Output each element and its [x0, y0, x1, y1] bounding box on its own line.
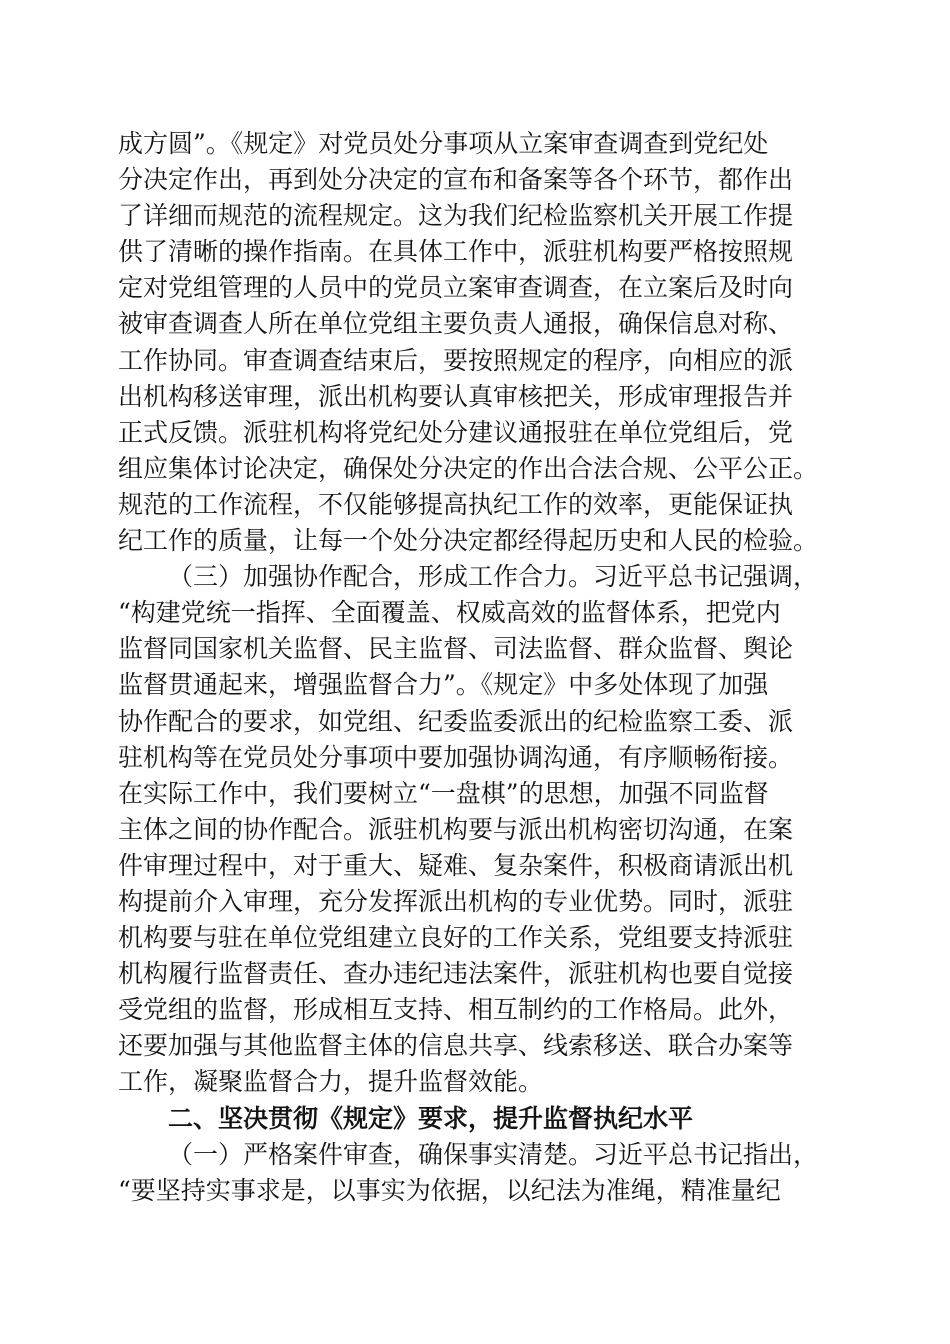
text-line: 构提前介入审理，充分发挥派出机构的专业优势。同时，派驻	[118, 886, 794, 916]
text-line: 正式反馈。派驻机构将党纪处分建议通报驻在单位党组后，党	[118, 417, 794, 447]
text-line: （一）严格案件审查，确保事实清楚。习近平总书记指出，	[168, 1139, 819, 1169]
text-line: 被审查调查人所在单位党组主要负责人通报，确保信息对称、	[118, 309, 794, 339]
text-line: 受党组的监督，形成相互支持、相互制约的工作格局。此外，	[118, 995, 794, 1025]
text-line: 规范的工作流程，不仅能够提高执纪工作的效率，更能保证执	[118, 489, 794, 519]
text-line: 纪工作的质量，让每一个处分决定都经得起历史和人民的检验。	[118, 526, 819, 556]
text-line: 协作配合的要求，如党组、纪委监委派出的纪检监察工委、派	[118, 706, 794, 736]
text-line: 驻机构等在党员处分事项中要加强协调沟通，有序顺畅衔接。	[118, 742, 794, 772]
text-line: 成方圆”。《规定》对党员处分事项从立案审查调查到党纪处	[118, 129, 769, 158]
text-line: 件审理过程中，对于重大、疑难、复杂案件，积极商请派出机	[118, 850, 794, 880]
text-line: “要坚持实事求是，以事实为依据，以纪法为准绳，精准量纪	[118, 1175, 781, 1205]
text-line: 在实际工作中，我们要树立“一盘棋”的思想，加强不同监督	[118, 778, 769, 808]
text-line: 了详细而规范的流程规定。这为我们纪检监察机关开展工作提	[118, 201, 794, 231]
text-line: 主体之间的协作配合。派驻机构要与派出机构密切沟通，在案	[118, 814, 794, 844]
document-body	[118, 126, 830, 1209]
text-line: 机构要与驻在单位党组建立良好的工作关系，党组要支持派驻	[118, 923, 794, 953]
text-line: 工作，凝聚监督合力，提升监督效能。	[118, 1067, 544, 1097]
text-line: 机构履行监督责任、查办违纪违法案件，派驻机构也要自觉接	[118, 959, 794, 989]
text-line: 供了清晰的操作指南。在具体工作中，派驻机构要严格按照规	[118, 237, 794, 267]
text-line: 分决定作出，再到处分决定的宣布和备案等各个环节，都作出	[118, 165, 794, 195]
text-line: 定对党组管理的人员中的党员立案审查调查，在立案后及时向	[118, 273, 794, 303]
text-line: （三）加强协作配合，形成工作合力。习近平总书记强调，	[168, 562, 819, 592]
section-heading: 二、坚决贯彻《规定》要求，提升监督执纪水平	[168, 1103, 694, 1133]
text-line: 组应集体讨论决定，确保处分决定的作出合法合规、公平公正。	[118, 453, 819, 483]
text-line: 出机构移送审理，派出机构要认真审核把关，形成审理报告并	[118, 381, 794, 411]
text-line: 监督贯通起来，增强监督合力”。《规定》中多处体现了加强	[118, 670, 769, 700]
text-line: “构建党统一指挥、全面覆盖、权威高效的监督体系，把党内	[118, 598, 781, 628]
text-line: 监督同国家机关监督、民主监督、司法监督、群众监督、舆论	[118, 634, 794, 664]
text-line: 工作协同。审查调查结束后，要按照规定的程序，向相应的派	[118, 345, 794, 375]
text-line: 还要加强与其他监督主体的信息共享、线索移送、联合办案等	[118, 1031, 794, 1061]
